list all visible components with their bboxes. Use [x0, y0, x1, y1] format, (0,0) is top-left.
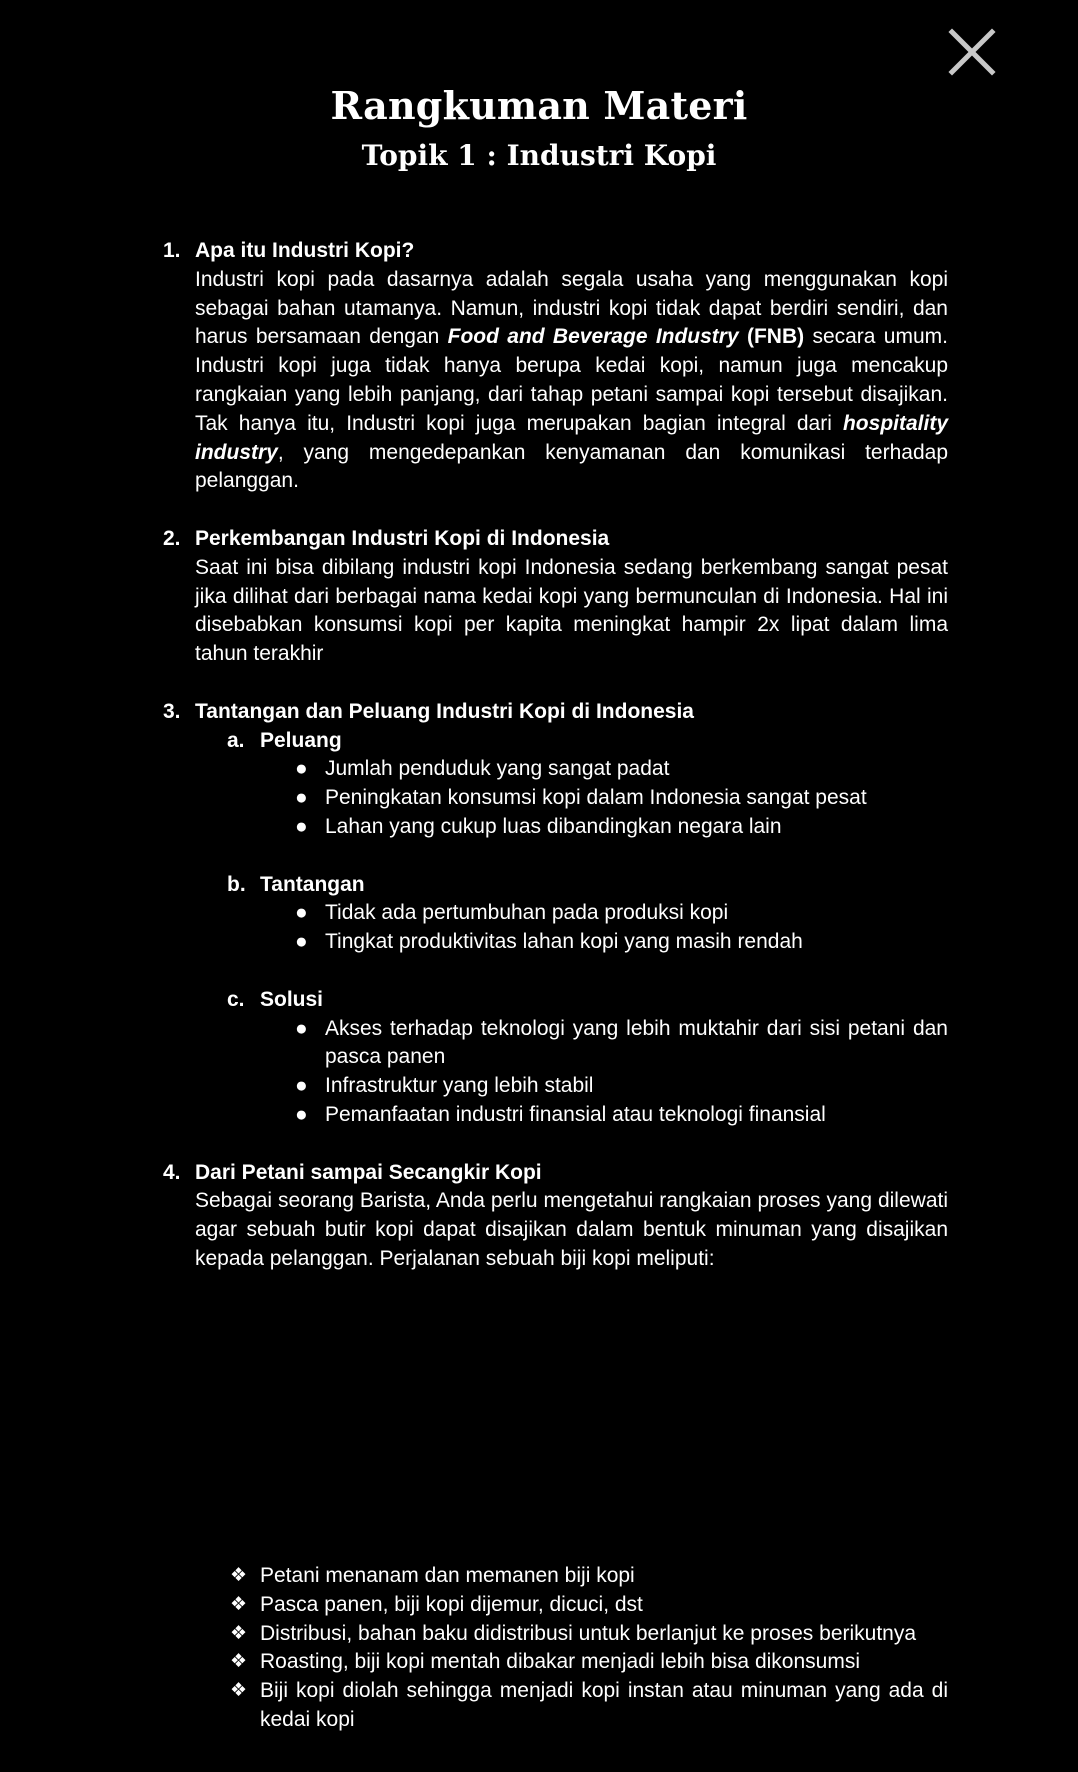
page-header — [0, 80, 1078, 178]
bold-text: (FNB) — [738, 325, 805, 349]
emphasis-text: Food and Beverage Industry — [447, 325, 739, 349]
list-item-text: Biji kopi diolah sehingga menjadi kopi instan atau minuman yang ada di kedai kopi — [260, 1679, 948, 1731]
section-3 — [163, 698, 948, 1130]
section-title: Apa itu Industri Kopi? — [195, 239, 415, 262]
subsection-letter: a. — [227, 728, 245, 752]
section-4 — [163, 1159, 948, 1274]
bullet-icon: ● — [295, 1102, 308, 1126]
list-item — [230, 1591, 948, 1620]
section-title: Perkembangan Industri Kopi di Indonesia — [195, 526, 610, 550]
section-paragraph: Sebagai seorang Barista, Anda perlu mengetahui rangkaian proses yang dilewati agar sebuah butir kopi dapat disajikan dalam bentuk minuman yang disajikan kepada pelanggan. Perjalanan sebuah biji kopi meliputi: — [195, 1189, 948, 1270]
list-item-text: Akses terhadap teknologi yang lebih muktahir dari sisi petani dan pasca panen — [325, 1016, 948, 1069]
bullet-icon: ● — [295, 1074, 308, 1098]
list-item — [295, 1015, 948, 1073]
bullet-list — [260, 1015, 948, 1130]
paragraph-text: Industri kopi pada dasarnya adalah segala usaha yang menggunakan kopi sebagai bahan utamanya. Namun, industri kopi tidak dapat berdiri sendiri, dan harus bersamaan dengan — [195, 267, 948, 349]
section-1 — [163, 237, 948, 496]
bullet-icon: ● — [295, 1016, 308, 1040]
list-item-text: Tingkat produktivitas lahan kopi yang masih rendah — [325, 930, 803, 954]
bullet-icon: ● — [295, 757, 308, 781]
section-paragraph — [195, 266, 948, 496]
subsection-solusi — [227, 986, 948, 1130]
diamond-bullet-icon: ❖ — [230, 1565, 248, 1586]
coffee-journey-list — [230, 1562, 948, 1735]
list-item-text: Lahan yang cukup luas dibandingkan negara lain — [325, 814, 782, 838]
subsection-peluang — [227, 727, 948, 842]
list-item-text: Petani menanam dan memanen biji kopi — [260, 1564, 635, 1587]
section-number: 4. — [163, 1160, 181, 1184]
section-paragraph: Saat ini bisa dibilang industri kopi Indonesia sedang berkembang sangat pesat jika dilihat dari berbagai nama kedai kopi yang bermunculan di Indonesia. Hal ini disebabkan konsumsi kopi per kapita meningkat hampir 2x lipat dalam lima tahun terakhir — [195, 555, 948, 666]
list-item — [295, 755, 948, 784]
list-item-text: Roasting, biji kopi mentah dibakar menjadi lebih bisa dikonsumsi — [260, 1650, 860, 1674]
section-title: Dari Petani sampai Secangkir Kopi — [195, 1160, 542, 1184]
subsection-letter: c. — [227, 987, 245, 1011]
list-item-text: Distribusi, bahan baku didistribusi untuk berlanjut ke proses berikutnya — [260, 1621, 917, 1645]
list-item-text: Jumlah penduduk yang sangat padat — [325, 757, 670, 781]
bullet-list — [260, 755, 948, 841]
bullet-list — [260, 899, 948, 957]
list-item — [295, 1101, 948, 1130]
diamond-bullet-icon: ❖ — [230, 1651, 248, 1673]
list-item — [230, 1562, 948, 1591]
diamond-bullet-icon: ❖ — [230, 1680, 248, 1702]
bullet-icon: ● — [295, 930, 308, 954]
list-item-text: Peningkatan konsumsi kopi dalam Indonesia sangat pesat — [325, 786, 867, 810]
subsection-tantangan — [227, 871, 948, 957]
section-2 — [163, 525, 948, 669]
list-item — [230, 1677, 948, 1735]
list-item-text: Pemanfaatan industri finansial atau teknologi finansial — [325, 1102, 826, 1126]
list-item — [230, 1620, 948, 1649]
list-item — [295, 1072, 948, 1101]
list-item — [295, 928, 948, 957]
subsection-letter: b. — [227, 872, 246, 896]
list-item — [295, 784, 948, 813]
subsection-title: Peluang — [260, 728, 342, 752]
section-number: 2. — [163, 526, 181, 550]
bullet-icon: ● — [295, 786, 308, 810]
diamond-bullet-icon: ❖ — [230, 1622, 248, 1644]
list-item-text: Pasca panen, biji kopi dijemur, dicuci, dst — [260, 1592, 643, 1616]
paragraph-text: , yang mengedepankan kenyamanan dan komunikasi terhadap pelanggan. — [195, 440, 948, 493]
emphasis-text: hospitality industry — [195, 411, 948, 464]
paragraph-text: secara umum. Industri kopi juga tidak hanya berupa kedai kopi, namun juga mencakup rangkaian yang lebih panjang, dari tahap petani sampai kopi tersebut disajikan. Tak hanya itu, Industri kopi juga merupakan bagian integral dari — [195, 325, 948, 435]
bullet-icon: ● — [295, 814, 308, 838]
section-number: 1. — [163, 239, 181, 262]
list-item — [230, 1648, 948, 1677]
page-subtitle: Topik 1 : Industri Kopi — [361, 139, 717, 172]
list-item-text: Tidak ada pertumbuhan pada produksi kopi — [325, 901, 729, 925]
bullet-icon: ● — [295, 901, 308, 925]
section-title: Tantangan dan Peluang Industri Kopi di Indonesia — [195, 699, 694, 723]
summary-content — [163, 237, 948, 1302]
list-item — [295, 813, 948, 842]
subsection-title: Solusi — [260, 987, 324, 1011]
subsection-title: Tantangan — [260, 872, 365, 896]
list-item — [295, 899, 948, 928]
diamond-bullet-icon: ❖ — [230, 1593, 248, 1615]
close-icon — [946, 26, 998, 78]
list-item-text: Infrastruktur yang lebih stabil — [325, 1074, 594, 1098]
section-number: 3. — [163, 699, 181, 723]
page-title: Rangkuman Materi — [330, 83, 748, 128]
close-button[interactable] — [946, 26, 998, 78]
